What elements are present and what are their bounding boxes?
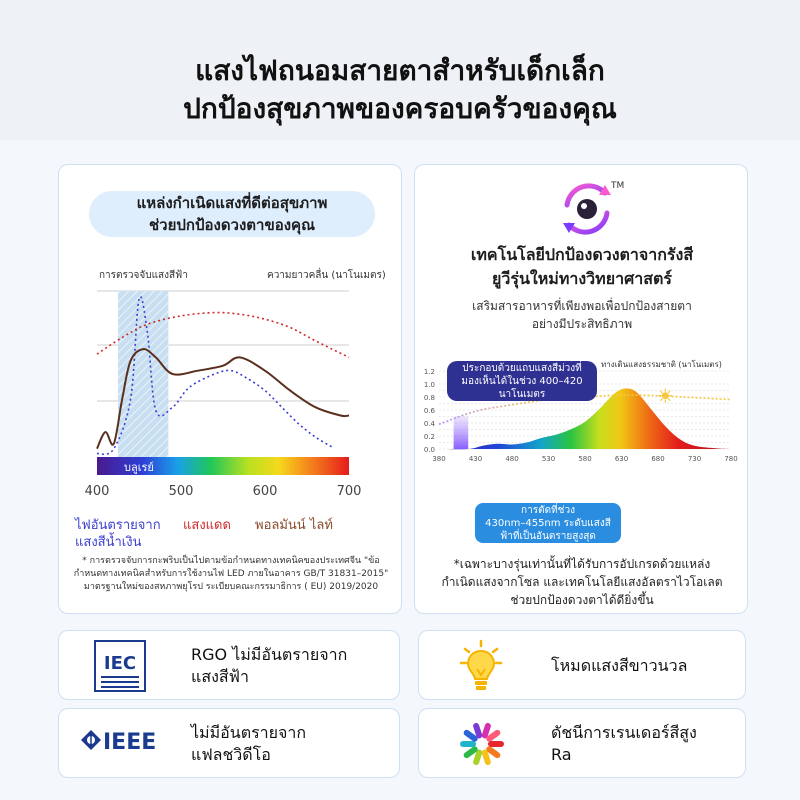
feature-rg0-text xyxy=(191,631,347,701)
blue-light-comparison-card xyxy=(58,164,402,614)
page-title xyxy=(0,52,800,128)
trademark-mark: TM xyxy=(611,181,625,191)
feature-no-flicker-text xyxy=(191,709,306,779)
feature-no-flicker-line2: แฟลชวิดีโอ xyxy=(191,745,271,764)
uv-card-subtitle-line2: อย่างมีประสิทธิภาพ xyxy=(531,317,633,331)
chart-right-label: ทางเดินแสงธรรมชาติ (นาโนเมตร) xyxy=(601,360,722,369)
violet-band xyxy=(454,417,469,450)
y-tick-label: 0.4 xyxy=(423,420,435,428)
x-axis-ticks xyxy=(85,484,362,499)
x-tick-label: 700 xyxy=(336,484,362,499)
uv-card-title xyxy=(415,243,749,291)
chart-right-label: ความยาวคลื่น (นาโนเมตร) xyxy=(267,270,386,281)
uv-protection-card xyxy=(414,164,748,614)
y-tick-label: 1.0 xyxy=(423,381,435,389)
violet-callout-line1: ประกอบด้วยแถบแสงสีม่วงที่ xyxy=(462,363,582,374)
violet-band-callout xyxy=(447,361,597,401)
color-wheel-petal xyxy=(460,741,476,747)
page-title-line2: ปกป้องสุขภาพของครอบครัวของคุณ xyxy=(183,92,617,125)
y-tick-label: 0.6 xyxy=(423,407,435,415)
violet-callout-line2: มองเห็นได้ในช่วง 400–420 xyxy=(461,376,583,387)
legend-blue-hazard xyxy=(75,517,161,551)
upgrade-note-line3: ช่วยปกป้องดวงตาได้ดียิ่งขึ้น xyxy=(510,593,654,607)
iec-logo-icon xyxy=(93,639,147,693)
upgrade-note-line2: กำเนิดแสงจากโซล และเทคโนโลยีแสงอัลตราไวโอเลต xyxy=(441,575,723,589)
feature-high-cri-text xyxy=(551,709,697,779)
uv-card-title-line1: เทคโนโลยีปกป้องดวงตาจากรังสี xyxy=(470,245,694,264)
feature-no-flicker-line1: ไม่มีอันตรายจาก xyxy=(191,723,307,742)
x-tick-label: 630 xyxy=(614,455,629,463)
blue-light-spectrum-chart xyxy=(59,165,403,505)
ieee-logo-icon xyxy=(79,724,179,764)
x-tick-label: 380 xyxy=(432,455,446,463)
violet-callout-line3: นาโนเมตร xyxy=(498,389,546,400)
page-title-line1: แสงไฟถนอมสายตาสำหรับเด็กเล็ก xyxy=(195,54,605,87)
uv-card-subtitle-line1: เสริมสารอาหารที่เพียงพอเพื่อปกป้องสายตา xyxy=(472,299,692,313)
feature-rg0-line1: RGO ไม่มีอันตรายจาก xyxy=(191,645,348,664)
color-wheel-icon xyxy=(457,719,507,769)
y-tick-label: 1.2 xyxy=(423,368,435,376)
feature-soft-white-text: โหมดแสงสีขาวนวล xyxy=(551,656,688,675)
legend-blue-hazard-line2: แสงสีน้ำเงิน xyxy=(75,535,142,550)
pill-line1: แหล่งกำเนิดแสงที่ดีต่อสุขภาพ xyxy=(136,194,328,212)
cutoff-callout-line3: ฟ้าที่เป็นอันตรายสูงสุด xyxy=(500,531,596,542)
x-axis-ticks xyxy=(432,455,737,463)
pill-line2: ช่วยปกป้องดวงตาของคุณ xyxy=(148,216,316,234)
x-tick-label: 400 xyxy=(84,484,110,499)
uv-card-title-line2: ยูวีรุ่นใหม่ทางวิทยาศาสตร์ xyxy=(492,269,672,288)
x-tick-label: 530 xyxy=(541,455,556,463)
flicker-footnote: * การตรวจจับการกะพริบเป็นไปตามข้อกำหนดทางเทคนิคของประเทศจีน "ข้อกำหนดทางเทคนิคสำหรับการใช้งานไฟ LED ภายในอาคาร GB/T 31831–2015" มาตรฐานใหม่ของสหภาพยุโรป ระเบียบคณะกรรมาธิการ ( EU) 2019/2020 xyxy=(73,556,389,592)
x-tick-label: 500 xyxy=(168,484,194,499)
x-tick-label: 480 xyxy=(505,455,519,463)
feature-high-cri xyxy=(418,708,746,778)
y-tick-label: 0.8 xyxy=(423,394,435,402)
chart-left-label: การตรวจจับแสงสีฟ้า xyxy=(99,270,188,281)
upgrade-note-line1: *เฉพาะบางรุ่นเท่านั้นที่ได้รับการอัปเกรดด้วยแหล่ง xyxy=(453,557,711,571)
cutoff-callout-line1: การตัดที่ช่วง xyxy=(521,505,575,516)
feature-soft-white xyxy=(418,630,746,700)
light-bulb-icon xyxy=(459,639,503,693)
uv-card-subtitle xyxy=(415,297,749,333)
eye-protection-icon xyxy=(557,179,617,239)
feature-rg0 xyxy=(58,630,400,700)
ieee-logo-text: IEEE xyxy=(103,730,157,755)
feature-rg0-line2: แสงสีฟ้า xyxy=(191,667,249,686)
legend-pollmann-light: พอลมันน์ ไลท์ xyxy=(255,518,333,533)
x-tick-label: 580 xyxy=(578,455,592,463)
cutoff-callout-line2: 430nm–455nm ระดับแสงสี xyxy=(485,518,611,529)
sun-marker-icon xyxy=(658,389,672,403)
y-tick-label: 0.2 xyxy=(423,433,435,441)
legend-sunlight: แสงแดด xyxy=(183,518,231,533)
x-tick-label: 680 xyxy=(651,455,665,463)
x-tick-label: 430 xyxy=(468,455,483,463)
color-wheel-petal xyxy=(488,741,504,747)
y-tick-label: 0.0 xyxy=(423,446,435,454)
feature-high-cri-line1: ดัชนีการเรนเดอร์สีสูง xyxy=(551,723,697,742)
upgrade-note xyxy=(423,555,741,609)
iec-logo-text: IEC xyxy=(103,653,137,674)
feature-no-flicker xyxy=(58,708,400,778)
x-tick-label: 730 xyxy=(687,455,702,463)
blue-ray-label: บลูเรย์ xyxy=(124,461,154,474)
x-tick-label: 600 xyxy=(252,484,278,499)
blue-cutoff-callout xyxy=(475,503,621,543)
legend-blue-hazard-line1: ไฟอันตรายจาก xyxy=(75,518,161,533)
x-tick-label: 780 xyxy=(724,455,738,463)
y-axis-ticks xyxy=(424,368,436,454)
feature-high-cri-line2: Ra xyxy=(551,745,572,764)
